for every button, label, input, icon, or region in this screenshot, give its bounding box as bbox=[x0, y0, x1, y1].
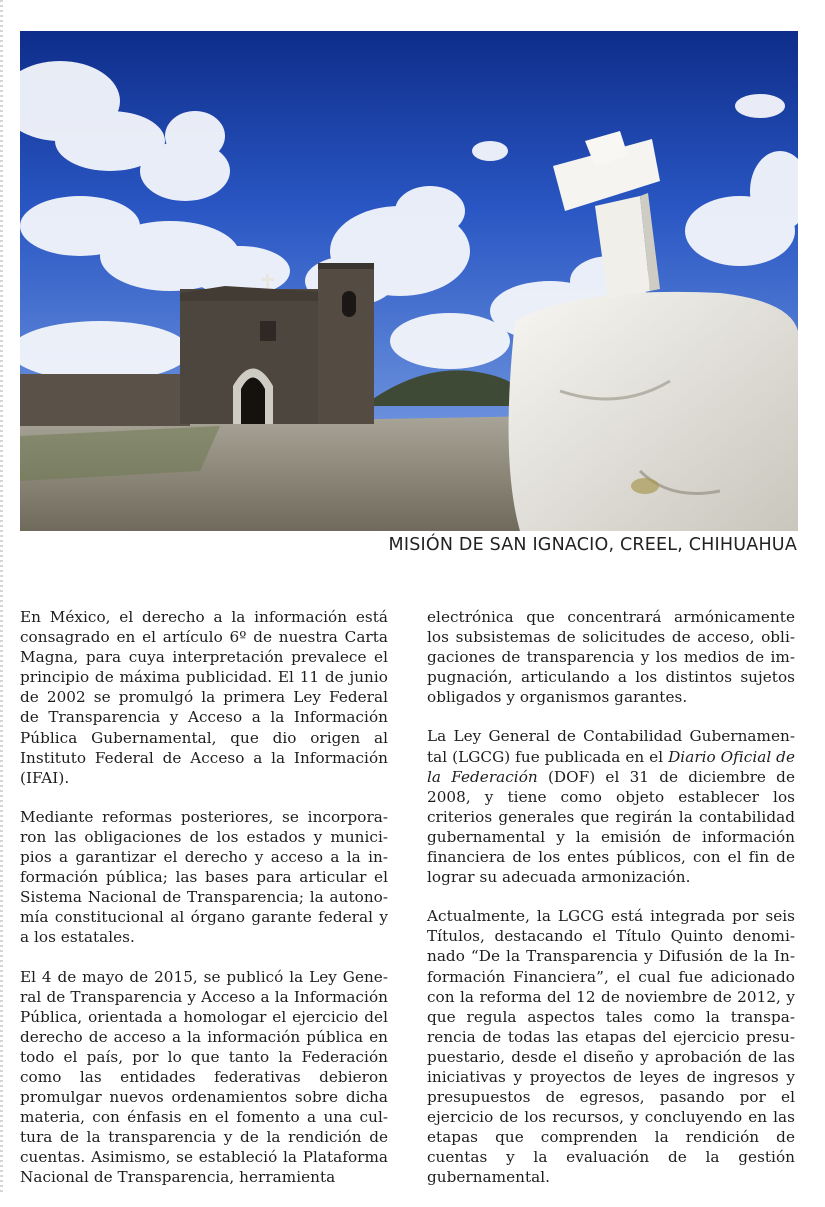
paragraph-text: (DOF) el 31 de diciembre de 2008, y tiene como objeto establecer los criterios generales que regirán la contabilidad gubernamental y la emisión de información financiera de los entes públicos, con el fin de lograr su adecuada armonización. bbox=[427, 767, 795, 887]
photo-caption: MISIÓN DE SAN IGNACIO, CREEL, CHIHUAHUA bbox=[388, 535, 797, 555]
left-column bbox=[20, 607, 388, 1207]
paragraph: Mediante reformas posteriores, se incorporaron las obligaciones de los estados y municipios a garantizar el derecho y acceso a la información pública; las bases para articular el Sistema Nacional de Transparencia; la autonomía constitucional al órgano garante federal y a los estatales. bbox=[20, 807, 388, 947]
paragraph: El 4 de mayo de 2015, se publicó la Ley General de Transparencia y Acceso a la Información Pública, orientada a homologar el ejercicio del derecho de acceso a la información pública en todo el país, por lo que tanto la Federación como las entidades federativas debieron promulgar nuevos ordenamientos sobre dicha materia, con énfasis en el fomento a una cultura de la transparencia y de la rendición de cuentas. Asimismo, se estableció la Plataforma Nacional de Transparencia, herramienta bbox=[20, 967, 388, 1187]
paragraph: Actualmente, la LGCG está integrada por seis Títulos, destacando el Título Quinto denominado “De la Transparencia y Difusión de la Información Financiera”, el cual fue adicionado con la reforma del 12 de noviembre de 2012, y que regula aspectos tales como la transparencia de todas las etapas del ejercicio presupuestario, desde el diseño y aprobación de las iniciativas y proyectos de leyes de ingresos y presupuestos de egresos, pasando por el ejercicio de los recursos, y concluyendo en las etapas que comprenden la rendición de cuentas y la evaluación de la gestión gubernamental. bbox=[427, 907, 795, 1187]
paragraph-text: La Ley General de Contabilidad Gubernamental (LGCG) fue publicada en el bbox=[427, 727, 795, 766]
mission-photo bbox=[20, 31, 798, 531]
paragraph: electrónica que concentrará armónicamente los subsistemas de solicitudes de acceso, obligaciones de transparencia y los medios de impugnación, articulando a los distintos sujetos obligados y organismos garantes. bbox=[427, 608, 795, 707]
paragraph: En México, el derecho a la información está consagrado en el artículo 6º de nuestra Carta Magna, para cuya interpretación prevalece el principio de máxima publicidad. El 11 de junio de 2002 se promulgó la primera Ley Federal de Transparencia y Acceso a la Información Pública Gubernamental, que dio origen al Instituto Federal de Acceso a la Información (IFAI). bbox=[20, 608, 388, 787]
scan-edge bbox=[0, 0, 3, 1193]
paragraph bbox=[427, 726, 795, 887]
dof-title: Diario Oficial de la Federación bbox=[427, 747, 795, 786]
right-column bbox=[427, 607, 795, 1207]
